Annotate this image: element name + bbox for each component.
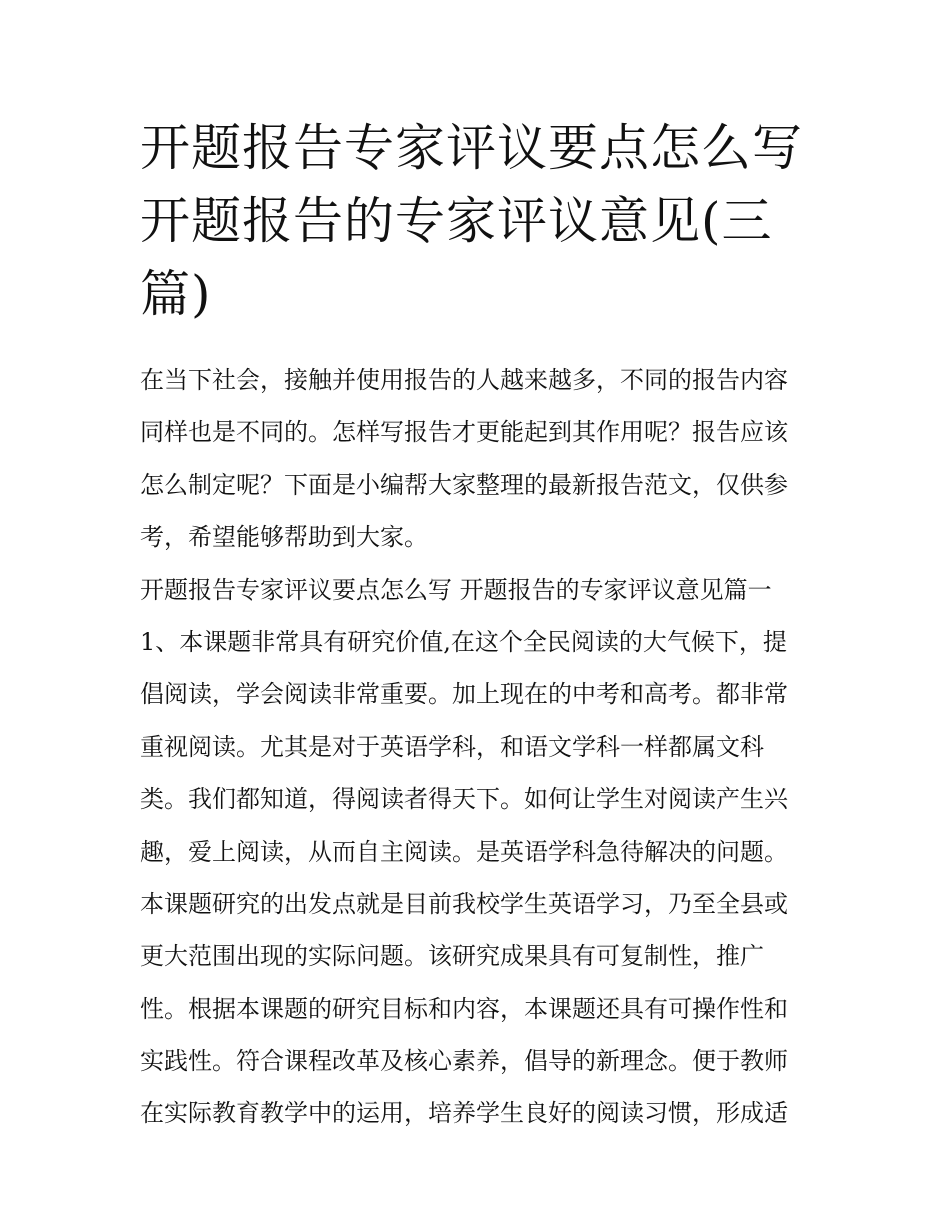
paragraph-line: 类。我们都知道，得阅读者得天下。如何让学生对阅读产生兴: [140, 785, 788, 814]
document-title: [140, 112, 820, 331]
paragraph-line: 性。根据本课题的研究目标和内容，本课题还具有可操作性和: [140, 994, 788, 1023]
intro-line: 同样也是不同的。怎样写报告才更能起到其作用呢？报告应该: [140, 418, 788, 447]
title-line: 开题报告专家评议要点怎么写: [140, 119, 803, 177]
paragraph-line: 在实际教育教学中的运用，培养学生良好的阅读习惯，形成适: [140, 1099, 788, 1128]
paragraph-line: 实践性。符合课程改革及核心素养，倡导的新理念。便于教师: [140, 1047, 788, 1076]
intro-line: 在当下社会，接触并使用报告的人越来越多，不同的报告内容: [140, 366, 788, 394]
paragraph-line: 趣，爱上阅读，从而自主阅读。是英语学科急待解决的问题。: [140, 837, 788, 866]
paragraph-line: 1、本课题非常具有研究价值,在这个全民阅读的大气候下，提: [140, 627, 787, 656]
intro-line: 怎么制定呢？下面是小编帮大家整理的最新报告范文，仅供参: [140, 470, 788, 499]
intro-line: 考，希望能够帮助到大家。: [140, 523, 428, 552]
document-body: [140, 354, 820, 1140]
paragraph-line: 倡阅读，学会阅读非常重要。加上现在的中考和高考。都非常: [140, 680, 788, 709]
section-heading: 开题报告专家评议要点怎么写 开题报告的专家评议意见篇一: [140, 575, 772, 604]
paragraph-line: 本课题研究的出发点就是目前我校学生英语学习，乃至全县或: [140, 889, 788, 918]
paragraph-line: 更大范围出现的实际问题。该研究成果具有可复制性，推广: [140, 942, 764, 971]
paragraph-line: 重视阅读。尤其是对于英语学科，和语文学科一样都属文科: [140, 732, 764, 761]
title-line: 开题报告的专家评议意见(三: [140, 192, 773, 250]
title-line: 篇): [140, 265, 212, 323]
